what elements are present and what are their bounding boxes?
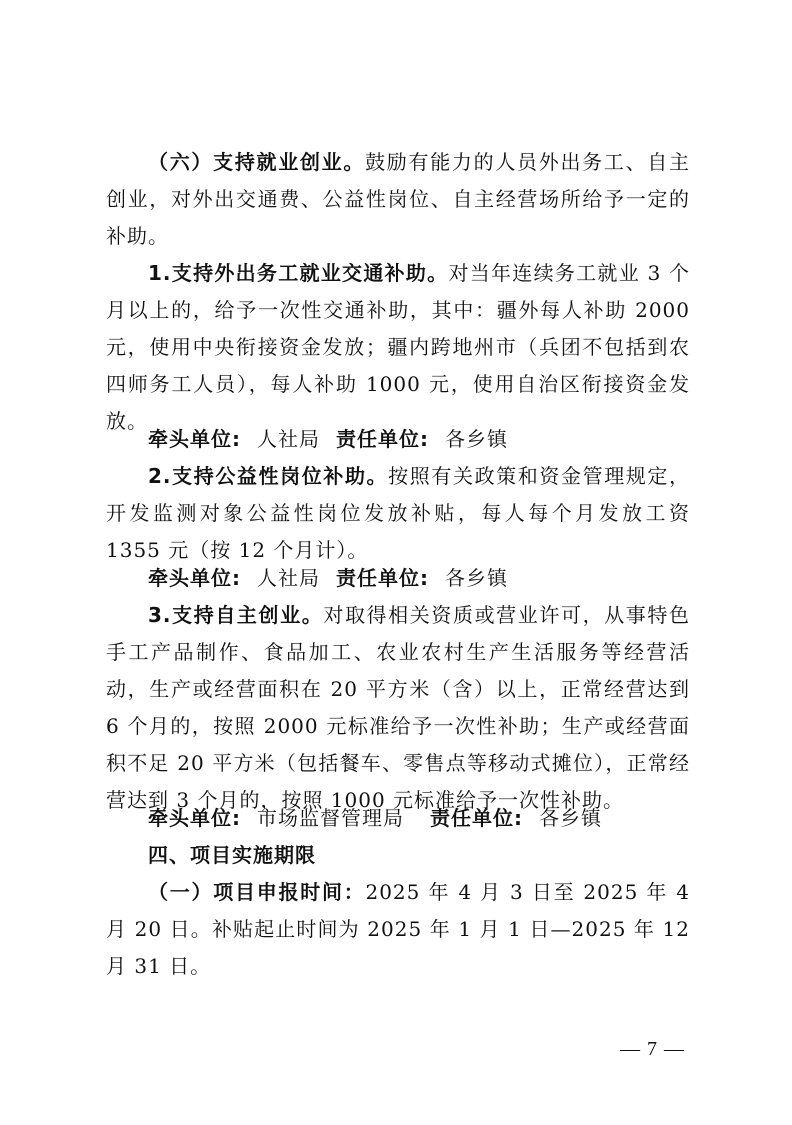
responsible-unit-label: 责任单位: [336,566,429,590]
lead-unit-label: 牵头单位: [148,427,241,451]
responsible-unit-value: 各乡镇 [445,566,508,590]
item-2-responsibility [106,560,690,597]
section-6-paragraph [106,144,690,255]
responsible-unit-value: 各乡镇 [539,806,602,830]
item-3-body: 对取得相关资质或营业许可，从事特色手工产品制作、食品加工、农业农村生产生活服务等经营活动，生产或经营面积在 20 平方米（含）以上，正常经营达到 6 个月的，按照 2000 元标准给予一次性补助；生产或经营面积不足 20 平方米（包括餐车、零售点等移动式摊位），正常经营达到 3 个月的，按照 1000 元标准给予一次性补助。 [106,603,690,812]
item-2-heading: 2.支持公益性岗位补助。 [148,464,389,488]
lead-unit-value: 人社局 [257,427,320,451]
lead-unit-value: 人社局 [257,566,320,590]
item-3-heading: 3.支持自主创业。 [148,603,324,627]
final-body: 2025 年 4 月 3 日至 2025 年 4 月 20 日。补贴起止时间为 2025 年 1 月 1 日—2025 年 12 月 31 日。 [106,880,690,978]
responsible-unit-value: 各乡镇 [445,427,508,451]
item-1-responsibility [106,421,690,458]
lead-unit-label: 牵头单位: [148,806,241,830]
lead-unit-value: 市场监督管理局 [257,806,404,830]
responsible-unit-label: 责任单位: [430,806,523,830]
section-6-heading: （六）支持就业创业。 [148,150,366,174]
item-3-paragraph [106,597,690,819]
item-2-paragraph [106,458,690,569]
responsible-unit-label: 责任单位: [336,427,429,451]
item-3-responsibility [106,800,690,837]
item-1-heading: 1.支持外出务工就业交通补助。 [148,261,449,285]
item-1-body: 对当年连续务工就业 3 个月以上的，给予一次性交通补助，其中：疆外每人补助 2000 元，使用中央衔接资金发放；疆内跨地州市（兵团不包括到农四师务工人员），每人补助 1000 元，使用自治区衔接资金发放。 [106,261,690,433]
final-paragraph [106,874,690,985]
page-number: — 7 — [620,1038,685,1060]
chapter-heading: 四、项目实施期限 [148,843,316,867]
section-6-body: 鼓励有能力的人员外出务工、自主创业，对外出交通费、公益性岗位、自主经营场所给予一定的补助。 [106,150,691,248]
item-1-paragraph [106,255,690,440]
final-heading: （一）项目申报时间： [148,880,366,904]
item-2-body: 按照有关政策和资金管理规定，开发监测对象公益性岗位发放补贴，每人每个月发放工资 1355 元（按 12 个月计）。 [106,464,691,562]
lead-unit-label: 牵头单位: [148,566,241,590]
